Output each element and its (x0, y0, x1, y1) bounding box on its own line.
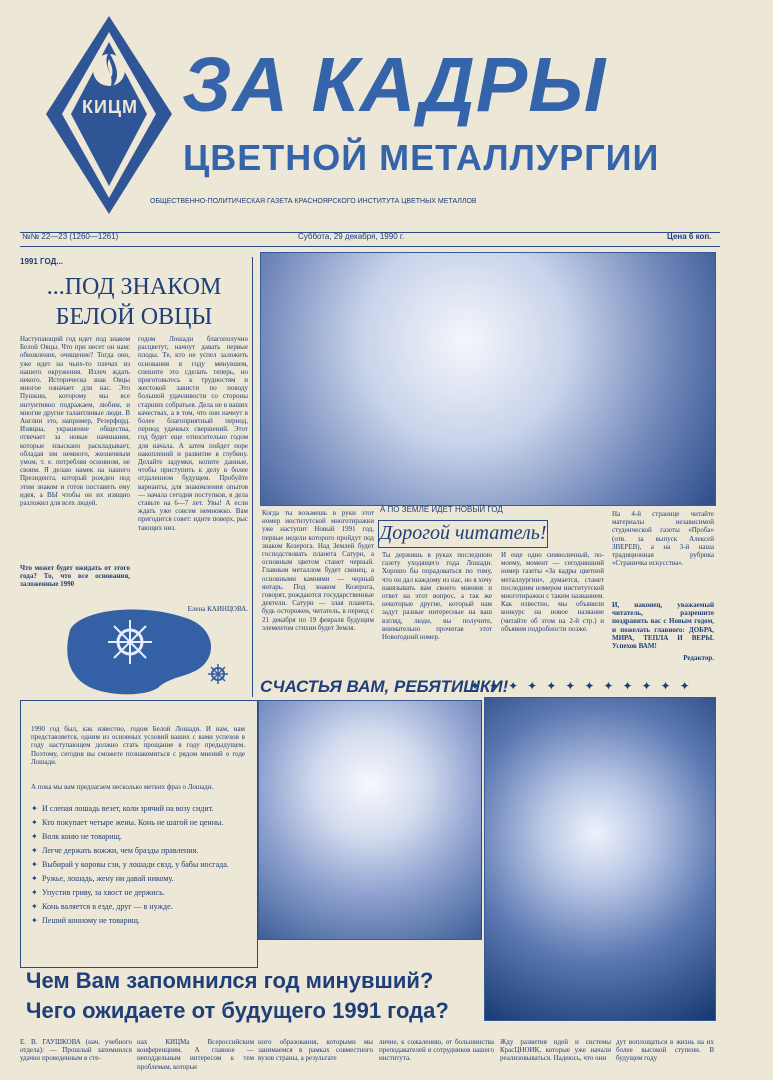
proverb-item: ✦ Упустив гриву, за хвост не держись. (31, 888, 165, 897)
issue-date: Суббота, 29 декабря, 1990 г. (298, 232, 405, 241)
greeting-body-3: На 4-й странице читайте материалы независимой студенческой газеты «Проба» (отв. за выпуск Алексей ЗВЕРЕВ), а на 3-й наша традиционная рубрика «Страничка искусства». (612, 510, 714, 568)
masthead (0, 0, 773, 226)
banner-text: СЧАСТЬЯ ВАМ, РЕБЯТИШКИ! (260, 677, 509, 696)
bottom-col-6: дут воплощаться в жизнь на их более высокой ступени. В будущем году (616, 1038, 714, 1063)
story-kicker: 1991 ГОД... (20, 257, 63, 266)
left-divider (252, 257, 253, 697)
story-body-c: годом Лошади благополучно расцветут, начнут давать первые плоды. Те, кто не успел заложить основания в году минувшем, спешите это сделать теперь, но приготовьтесь к трудностям и жестокой зависти по поводу большой удачливости со стороны старших собратьев. Дела не в ваших качествах, а в том, что они начнут в более благоприятный период, период удачных свершений. Этот год будет еще относительно годом для начала. А затем пойдет поре накоплений и развитие в глубину. Делайте задумки, копите данные, чтобы приступить к делу в более отдаленном будущем. Пробуйте варианты, для знакомления опытов — начала сегодня поступков, в дела ставьте на 6—7 лет. Увы! А если ждать уже совсем немножко. Вам пригодится совет: идите поверх, рыс тающих низ. (138, 335, 248, 532)
story-author: Елена КАИНЦОВА. (187, 605, 248, 613)
bottom-col-1: Е. В. ГАУШКОВА (нач. учебного отдела): — Прошлый запомнился удачно проведенным в сте- (20, 1038, 132, 1063)
issue-number: №№ 22—23 (1260—1261) (22, 232, 119, 241)
horse-box-intro: 1990 год был, как известно, годом Белой Лошади. И нам, нам представляется, одним из основных условий ваших с вами успехов в году наступающем должно стать прощание в году предыдущем. Поэтому, сегодня вы сможете познакомиться с рядом мнений о годе Лошади. (31, 725, 245, 766)
proverb-item: ✦ Ружье, лошадь, жену ни давай никому. (31, 874, 174, 883)
bottom-headline-2: Чего ожидаете от будущего 1991 года? (26, 998, 449, 1023)
proverb-item: ✦ Кто покупает четыре жены. Конь не шагой не ценны. (31, 818, 224, 827)
bottom-right-photo (484, 697, 716, 1021)
greeting-body-4: И, наконец, уважаемый читатель, разрешите поздравить вас с Новым годом, и пожелать главного: ДОБРА, МИРА, ТЕПЛА И ВЕРЫ. Успехов ВАМ! (612, 601, 714, 651)
story-headline-1: ...ПОД ЗНАКОМ (46, 274, 222, 300)
greeting-signature: Редактор. (683, 654, 714, 662)
bottom-col-3: ного образования, которыми мы занимаемся в рамках совместного вузов страны, а результате (258, 1038, 373, 1063)
top-photo (260, 252, 716, 506)
issue-rule (20, 246, 720, 247)
logo-text: КИЦМ (81, 97, 139, 117)
bottom-headline-1: Чем Вам запомнился год минувший? (26, 968, 434, 993)
bottom-left-photo (258, 700, 482, 940)
proverb-item: ✦ Легче держать вожжи, чем бразды правления. (31, 846, 199, 855)
masthead-title-line1: ЗА КАДРЫ (182, 42, 607, 128)
story-body-a: Наступающий год идет под знаком Белой Овцы. Что при несет он нам: обновление, очищение? Тогда оно, уже идет на чьих-то плечах из нашего окружения. Излеч ждать некого. Историческа знак Овцы многое означает для нас. Это Пушкин, которому мы все интуитивно подражаем, любим, и многие другие талантливые люди. В Англии это, например, Резерфорд. Изящна, украшение общества, отвечает за новые начинания, которые изыскано раскладывает, обладая им немного, жизненным умом, т. е. потребляя основном, не своим. Я делаю намек на нашего Президента, который рожден под этим знаком и готов поставить ему идея, а ВЫ чтобы он их изящно разложил для всех людей. (20, 335, 130, 508)
greeting-body-1: Ты держишь в руках последнюю газету уходящего года Лошади. Хорошо бы порадоваться по тому, что он дал каждому из нас, но я хочу навязывать вам своего мнения и ответ на этот вопрос, а так же некоторые другие, который нам задут разные интересные на ваш взгляд, люди, вы получите, внимательно прочитав этот Новогодний номер. (382, 551, 492, 642)
sheep-sign-illustration (60, 602, 238, 697)
greeting-headline-box (378, 520, 548, 548)
greeting-caption: А ПО ЗЕМЛЕ ИДЕТ НОВЫЙ ГОД (380, 505, 503, 514)
issue-price: Цена 6 коп. (667, 232, 712, 241)
proverb-item: ✦ Пеший конному не товарищ. (31, 916, 140, 925)
left-story (20, 257, 248, 697)
proverb-item: ✦ И слепая лошадь везет, коли зрячий на возу сидит. (31, 804, 214, 813)
bottom-divider (481, 700, 482, 938)
story-body-b: Что может будет ожидать от этого года? То, что все основания, заложенные 1990 (20, 564, 130, 589)
center-story: Когда ты возьмешь в руки этот номер институтской многотиражки уже наступит Новый 1991 год, первые недели которого пройдут под знаком Козерога. Над Землей будет господствовать планета Сатурн, а основным цветом станет черный. Главным металлом будет свинец, а основными камнями — черный янтарь. Под знаком Козерога, говорят, рождаются государственные деятели. Сатурн — злая планета, будь осторожен, читатель, в период с 21 декабря по 19 февраля будущим элементом стихии будет Земля. (262, 509, 374, 632)
greeting-headline: Дорогой читатель! (379, 522, 547, 544)
horse-box-items (31, 804, 245, 930)
proverb-item: ✦ Конь валяется в езде, друг — в нужде. (31, 902, 173, 911)
proverb-item: ✦ Волк коню не товарищ. (31, 832, 122, 841)
bottom-col-5: Жду развития идей и системы КрасЦНОИК, которые уже начали реализовываться. Надеюсь, что они (500, 1038, 611, 1063)
horse-box-lead: А пока мы вам предлагаем несколько метких фраз о Лошади. (31, 783, 214, 791)
masthead-subtitle: ОБЩЕСТВЕННО-ПОЛИТИЧЕСКАЯ ГАЗЕТА КРАСНОЯРСКОГО ИНСТИТУТА ЦВЕТНЫХ МЕТАЛЛОВ (150, 198, 477, 205)
story-headline-2: БЕЛОЙ ОВЦЫ (55, 304, 213, 330)
masthead-title-line2: ЦВЕТНОЙ МЕТАЛЛУРГИИ (183, 137, 660, 178)
banner-stars: ✦ ✦ ✦ ✦ ✦ ✦ ✦ ✦ ✦ ✦ ✦ ✦ (470, 679, 693, 693)
proverb-item: ✦ Выбирай у коровы сзи, у лошади свзд, у бабы носгада. (31, 860, 229, 869)
bottom-col-4: личне, к сожалению, от большинства преподавателей и сотрудников нашего института. (379, 1038, 494, 1063)
horse-box (20, 700, 258, 968)
bottom-col-2: нах КИЦМа Всероссийским конференциям. А главное — неподдельным интересом к тем проблемам, которые (137, 1038, 254, 1071)
greeting-body-2: И еще одно символичный, по-моему, момент — сегодняшний номер газеты «За кадры цветной металлургии», думается, станет последним номером институтской многотиражки с таким названием. Как известно, мы объявили конкурс на новое название (читайте об этом на 2-й стр.) и объявим подробности позже. (501, 551, 604, 633)
